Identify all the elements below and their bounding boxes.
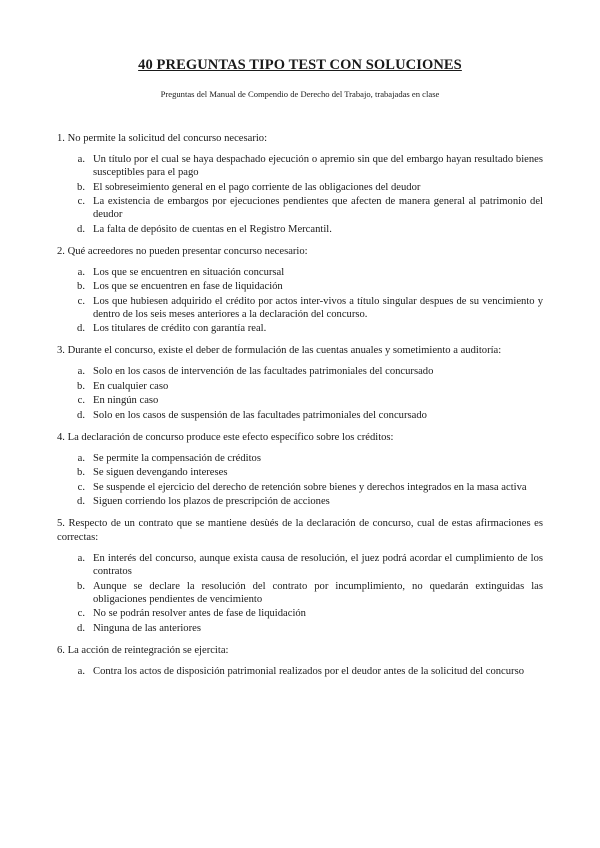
option-letter: a. xyxy=(77,266,85,278)
question-block xyxy=(57,344,543,422)
option-list xyxy=(57,452,543,509)
option-item xyxy=(57,394,543,407)
option-text: Aunque se declare la resolución del contrato por incumplimiento, no quedarán extinguidas las obligaciones pendientes de vencimiento xyxy=(93,580,543,605)
option-text: En interés del concurso, aunque exista causa de resolución, el juez podrá acordar el cumplimiento de los contratos xyxy=(93,553,543,577)
option-item xyxy=(57,280,543,293)
question-text: 4. La declaración de concurso produce este efecto específico sobre los créditos: xyxy=(57,431,394,443)
option-letter: b. xyxy=(77,281,85,292)
option-item xyxy=(57,481,543,494)
option-letter: d. xyxy=(77,223,85,235)
question-block xyxy=(57,517,543,635)
option-item xyxy=(57,181,543,194)
question-text: 5. Respecto de un contrato que se mantiene desùés de la declaración de concurso, cual de estas afirmaciones es correctas: xyxy=(57,518,543,543)
option-letter: c. xyxy=(77,481,85,493)
option-text: La falta de depósito de cuentas en el Registro Mercantil. xyxy=(93,223,332,235)
option-letter: a. xyxy=(77,452,85,464)
question-block xyxy=(57,431,543,509)
option-letter: a. xyxy=(77,665,85,677)
option-list xyxy=(57,552,543,635)
option-text: Contra los actos de disposición patrimonial realizados por el deudor antes de la solicitud del concurso xyxy=(93,665,524,677)
option-item xyxy=(57,365,543,378)
option-list xyxy=(57,266,543,336)
option-list xyxy=(57,153,543,236)
question-text: 3. Durante el concurso, existe el deber de formulación de las cuentas anuales y sometimiento a auditoría: xyxy=(57,345,502,356)
option-item xyxy=(57,322,543,335)
option-item xyxy=(57,266,543,279)
option-text: Los que se encuentren en fase de liquidación xyxy=(93,281,283,292)
option-item xyxy=(57,552,543,578)
option-letter: d. xyxy=(77,409,85,421)
option-item xyxy=(57,409,543,422)
option-text: Solo en los casos de intervención de las facultades patrimoniales del concursado xyxy=(93,366,434,377)
option-letter: b. xyxy=(77,181,85,193)
option-letter: c. xyxy=(77,196,85,207)
option-text: En ningún caso xyxy=(93,395,159,406)
option-letter: b. xyxy=(77,467,85,478)
option-letter: c. xyxy=(77,608,85,619)
option-text: Los que hubiesen adquirido el crédito por actos inter-vivos a título singular despues de su vencimiento y dentro de los seis meses anteriores a la declaración del concurso. xyxy=(93,295,543,320)
question-text: 2. Qué acreedores no pueden presentar concurso necesario: xyxy=(57,245,308,257)
option-letter: a. xyxy=(77,366,85,377)
document-subtitle: Preguntas del Manual de Compendio de Derecho del Trabajo, trabajadas en clase xyxy=(160,89,440,99)
option-text: Los que se encuentren en situación concursal xyxy=(93,266,285,278)
option-letter: a. xyxy=(77,553,85,564)
option-text: Un título por el cual se haya despachado ejecución o apremio sin que del embargo hayan resultado bienes susceptibles para el pago xyxy=(93,154,543,178)
document-title: 40 PREGUNTAS TIPO TEST CON SOLUCIONES xyxy=(138,57,462,73)
option-text: Se siguen devengando intereses xyxy=(93,467,228,478)
option-letter: c. xyxy=(77,395,85,406)
option-text: Solo en los casos de suspensión de las facultades patrimoniales del concursado xyxy=(93,409,427,421)
option-item xyxy=(57,295,543,321)
question-block xyxy=(57,245,543,336)
option-item xyxy=(57,452,543,465)
option-item xyxy=(57,380,543,393)
option-text: En cualquier caso xyxy=(93,380,169,392)
question-block xyxy=(57,644,543,678)
option-text: Se suspende el ejercicio del derecho de retención sobre bienes y derechos integrados en la masa activa xyxy=(93,481,527,493)
option-text: La existencia de embargos por ejecuciones pendientes que afecten de manera general al patrimonio del deudor xyxy=(93,196,543,220)
question-text: 1. No permite la solicitud del concurso necesario: xyxy=(57,133,268,144)
option-item xyxy=(57,223,543,236)
option-item xyxy=(57,607,543,620)
option-text: El sobreseimiento general en el pago corriente de las obligaciones del deudor xyxy=(93,181,421,193)
option-item xyxy=(57,580,543,606)
option-item xyxy=(57,153,543,179)
option-text: Ninguna de las anteriores xyxy=(93,622,201,634)
option-item xyxy=(57,495,543,508)
option-text: Se permite la compensación de créditos xyxy=(93,452,261,464)
option-letter: c. xyxy=(77,295,85,307)
option-list xyxy=(57,365,543,422)
option-letter: b. xyxy=(77,380,85,392)
option-letter: d. xyxy=(77,323,85,334)
option-letter: b. xyxy=(77,580,85,592)
question-block xyxy=(57,132,543,236)
option-list xyxy=(57,665,543,678)
option-text: Siguen corriendo los plazos de prescripción de acciones xyxy=(93,496,330,507)
question-text: 6. La acción de reintegración se ejercita: xyxy=(57,644,229,656)
option-text: Los titulares de crédito con garantía real. xyxy=(93,323,267,334)
option-item xyxy=(57,466,543,479)
option-item xyxy=(57,622,543,635)
option-letter: d. xyxy=(77,622,85,634)
option-letter: d. xyxy=(77,496,85,507)
option-item xyxy=(57,195,543,221)
option-letter: a. xyxy=(77,154,85,165)
option-text: No se podrán resolver antes de fase de liquidación xyxy=(93,608,306,619)
option-item xyxy=(57,665,543,678)
question-list xyxy=(57,132,543,687)
